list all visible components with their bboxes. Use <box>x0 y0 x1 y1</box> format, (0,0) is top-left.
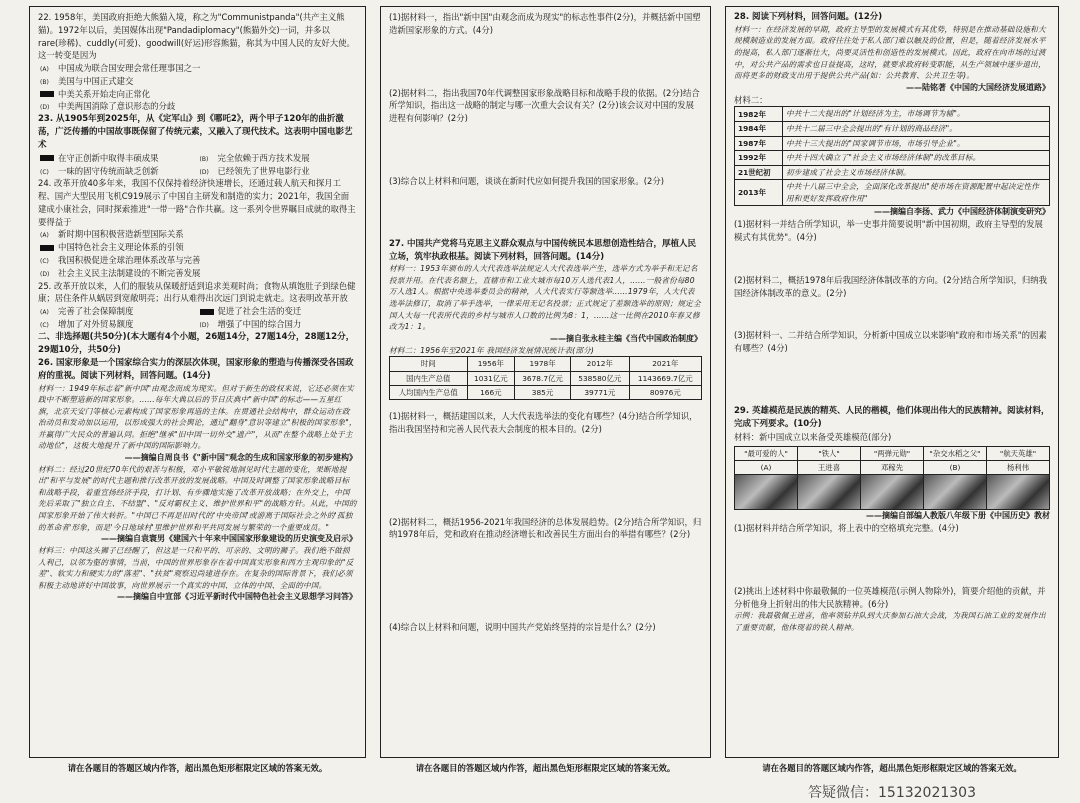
question-25: 25. 改革开放以来，人们的服装从保暖舒适到追求美观时尚；食物从填饱肚子到绿色健康；居住条件从蜗居到宽敞明亮；出行从难得出次远门到说走就走。这表明改革开放 <box>38 280 356 304</box>
material-1: 材料一：1953年颁布的人大代表选举法规定人大代表选举产生，选举方式为举手和无记名投票并用。在代表名额上，直辖市和工业大城市每10万人选代表1人，……一般省份每80万人选1人。根据中央选举委员会的精神，人大代表实行等额选举……1979年，人大代表选举法修订，取消了举手选举，一律采用无记名投票；正式规定了差额选举的原则；规定全国人大每一代表所代表的乡村与城市人口数的比例为8：1，……这一比例在2010年春又修改为1：1。 <box>389 264 701 332</box>
hero-cell: "杂交水稻之父" (B) <box>924 447 987 510</box>
q22-option-d: (D) 中美两国消除了意识形态的分歧 <box>40 101 176 112</box>
question-26-2: (2)据材料二，指出我国70年代调整国家形象战略目标和战略手段的依据。(2分)结合所学知识，指出这一战略的制定与哪一次重大会议有关？(2分)该会议对中国的发展进程有何影响？(2分) <box>389 87 700 124</box>
answer-area[interactable] <box>734 244 1050 274</box>
answer-column-2 <box>380 6 711 758</box>
question-24: 24. 改革开放40多年来，我国不仅保持着经济快速增长，还通过载人航天和探月工程、国产大型民用飞机C919展示了中国自主研发和制造的实力；2021年，我国全面建成小康社会，同时探索推进"一带一路"合作共赢。这一系列令世界瞩目成就的取得主要得益于 <box>38 178 356 227</box>
q22-option-b: (B) 美国与中国正式建交 <box>40 75 134 86</box>
material-2-source: ——摘编自袁寰男《建国六十年来中国国家形象建设的历史演变及启示》 <box>101 534 357 544</box>
footer-note: 请在各题目的答题区域内作答，超出黑色矩形框限定区域的答案无效。 <box>67 763 328 773</box>
material-2-source: ——摘编自李扬、武力《中国经济体制演变研究》 <box>874 207 1050 217</box>
material-1-source: ——摘自张永桂主编《当代中国政治制度》 <box>550 333 702 343</box>
question-29: 29. 英雄模范是民族的精英、人民的楷模，他们体现出伟大的民族精神。阅读材料，完成下列要求。(10分) <box>734 405 1050 429</box>
section-heading: 二、非选择题(共50分)(本大题有4个小题，26题14分，27题14分，28题12分，29题10分，共50分) <box>38 331 355 355</box>
q25-option-b: 促进了社会生活的变迁 <box>198 305 358 318</box>
material-1: 材料一：1949年标志着"新中国"由观念而成为现实。但对于新生的政权来说，它还必须在实践中不断塑造新的国家形象。……每年大典以后的节日庆典中"新中国"的标志——五星红旗，北京天安门等核心元素构成了国家形象再造的主体。在贯通社会结构中，群众运动在政治动员和发动加以运用，以形成强大的社会舆论，通过"翻身"意识等建立"积极的国家形象"，并赢得广大民众的普遍认同。拒绝"继承"旧中国一切外交"遗产"，从而"在整个战略上处于主动地位"，这极大地提升了新中国的国际影响力。 <box>38 383 357 451</box>
hero-cell: "铁人" 王进喜 <box>798 447 861 510</box>
q23-option-a: 在守正创新中取得丰硕成果 <box>38 152 198 165</box>
hero-cell: "两弹元勋" 邓稼先 <box>861 447 924 510</box>
table-title: 材料二：1956年至2021年 我国经济发展情况统计表(部分) <box>389 345 595 355</box>
answer-area[interactable] <box>734 355 1050 405</box>
q23-option-d: (D) 已经领先了世界电影行业 <box>199 165 310 176</box>
question-27-1: (1)据材料一，概括建国以来，人大代表选举法的变化有哪些？(4分)结合所学知识，指出我国坚持和完善人民代表大会制度的根本目的。(2分) <box>389 411 698 434</box>
material-2-title: 材料二： <box>734 94 768 105</box>
question-26: 26. 国家形象是一个国家综合实力的深层次体现，国家形象的塑造与传播深受各国政府的重视。阅读下列材料，回答问题。(14分) <box>38 357 354 381</box>
table-row: 1982年 中共十二大提出的"计划经济为主，市场调节为辅"。 <box>735 107 1050 122</box>
question-28: 28. 阅读下列材料，回答问题。(12分) <box>734 12 883 22</box>
table-row: 21世纪初 初步建成了社会主义市场经济体制。 <box>735 165 1050 180</box>
q25-option-a: (A) 完善了社会保障制度 <box>40 306 134 317</box>
material-3-source: ——摘编自中宣部《习近平新时代中国特色社会主义思想学习问答》 <box>117 592 357 602</box>
hero-table <box>734 446 1050 511</box>
hero-photo <box>924 475 986 509</box>
q25-option-d: (D) 增强了中国的综合国力 <box>199 318 302 329</box>
table-row: 1984年 中共十二届三中全会提出的"有计划的商品经济"。 <box>735 122 1050 137</box>
hero-photo <box>861 475 923 509</box>
question-29-2: (2)挑出上述材料中你最敬佩的一位英雄模范(示例人物除外)，简要介绍他的贡献，并分析他身上折射出的伟大民族精神。(6分) <box>734 585 1046 609</box>
table-row: 人均国内生产总值 166元 385元 39771元 80976元 <box>390 385 702 399</box>
question-27-2: (2)据材料二，概括1956-2021年我国经济的总体发展趋势。(2分)结合所学知识，归纳1978年后，党和政府在推动经济增长和改善民生方面出台的举措有哪些？(2分) <box>389 516 702 540</box>
reform-timeline-table <box>734 106 1050 206</box>
question-28-3: (3)据材料一、二并结合所学知识，分析新中国成立以来影响"政府和市场关系"的因素有哪些？(4分) <box>734 330 1047 354</box>
question-23: 23. 从1905年到2025年，从《定军山》到《哪吒2》，两个甲子120年的曲折激荡，广泛传播的中国故事既保留了传统元素，又融入了现代技术。这表明中国电影艺术 <box>38 114 353 150</box>
q25-option-c: (C) 增加了对外贸易额度 <box>40 318 134 329</box>
answer-area[interactable] <box>389 436 702 486</box>
economy-table <box>389 356 702 400</box>
q22-option-a: (A) 中国成为联合国安理会常任理事国之一 <box>40 63 201 74</box>
q24-option-c: (C) 我国积极促进全球治理体系改革与完善 <box>40 254 201 265</box>
material-1: 材料一：在经济发展的早期，政府主导型的发展模式有其优势，特别是在推动基础设施和大规模制造业的发展方面。政府往往处于私人部门难以触及的位置，但是，随着经济发展水平的提高，私人部门逐渐壮大，尚要灵活性和创造性的发展模式。因此，政府在向市场的过渡中，对公共产品的需求也日益提高，这时，就要求政府转变职能，从生产领域中逐步退出，而将更多的财政支出用于提供公共产品(如：公共教育、公共卫生等)。 <box>734 24 1046 81</box>
material-2: 材料二：经过20世纪70年代的艰苦与积极，邓小平敏锐地洞见时代主题的变化，果断地提出"和平与发展"的时代主题和推行改革开放的发展战略。中国及时调整了国家形象战略目标和战略手段，着重宣扬经济手段，打计划、有步骤地实施了改革开放战略；在外交上，中国先后采取了"独立自主、不结盟"、"反对霸权主义、维护世界和平"的战略方针。从此，中国的国家形象开始了伟大转折。"中国已不再是旧时代的'中央帝国'或游离于国际社会之外的'孤独的革命者'形象，而是'今日地球村'里维护世界和平共同发展与繁荣的一个重要成员。" <box>38 464 357 532</box>
question-27-3: (4)综合以上材料和问题，说明中国共产党始终坚持的宗旨是什么？(2分) <box>389 622 656 633</box>
filled-answer-mark <box>40 245 54 251</box>
answer-column-3 <box>725 6 1059 758</box>
answer-area[interactable] <box>389 37 702 87</box>
question-22: 22. 1958年，美国政府拒绝大熊猫入境，称之为"Communistpanda"(共产主义熊猫)。1972年以后，美国媒体出现"Pandadiplomacy"(熊猫外交)一词，并多以rare(珍稀)、cuddly(可爱)、goodwill(好运)形容熊猫，称其为中国人民的友好大使。这一转变是因为 <box>38 12 355 61</box>
material-1-source: ——摘编自周良书《"新中国"观念的生成和国家形象的初步建构》 <box>124 452 357 462</box>
material-1-source: ——陆铭著《中国的大国经济发展道路》 <box>906 82 1050 92</box>
answer-area[interactable] <box>389 125 702 175</box>
table-row: 1987年 中共十三大提出的"国家调节市场，市场引导企业"。 <box>735 136 1050 151</box>
question-29-material: 材料：新中国成立以来备受英雄模范(部分) <box>734 431 892 442</box>
hero-cell: "航天英雄" 杨利伟 <box>987 447 1049 510</box>
question-29-example: 示例：我最敬佩王进喜，他率领钻井队到大庆参加石油大会战，为我国石油工业的发展作出了重要贡献，他体现着的铁人精神。 <box>734 611 1046 633</box>
question-29-1: (1)据材料并结合所学知识，将上表中的空格填充完整。(4分) <box>734 523 959 534</box>
table-row: 1992年 中共十四大确立了"社会主义市场经济体制"的改革目标。 <box>735 151 1050 166</box>
hero-photo <box>798 475 860 509</box>
q23-option-b: (B) 完全依赖于西方技术发展 <box>199 152 310 163</box>
question-27: 27. 中国共产党将马克思主义群众观点与中国传统民本思想创造性结合，厚植人民立场，筑牢执政根基。阅读下列材料，回答问题。(14分) <box>389 238 697 262</box>
q23-option-c: (C) 一味的固守传统而缺乏创新 <box>40 165 159 176</box>
q24-option-b: 中国特色社会主义理论体系的引领 <box>38 241 357 254</box>
material-3: 材料三：中国这头狮子已经醒了，但这是一只和平的、可亲的、文明的狮子。我们绝不做损人利己，以邻为壑的事情，当前，中国的世界形象存在着中国真实形象和西方主观印象的"反差"、软实力和硬实力的"落差"、"扶贫"观察迟尚建进存在。在复杂的国际背景下，我们必须积极主动地讲好中国故事，向世界展示一个真实的中国、立体的中国、全面的中国。 <box>38 546 354 590</box>
answer-area[interactable] <box>389 188 702 238</box>
answer-area[interactable] <box>734 299 1050 329</box>
table-row: 国内生产总值 1031亿元 3678.7亿元 538580亿元 1143669.7亿元 <box>390 371 702 385</box>
q22-option-c: 中美关系开始走向正常化 <box>38 88 357 101</box>
question-28-2: (2)据材料二，概括1978年后我国经济体制改革的方向。(2分)结合所学知识，归纳我国经济体制改革的意义。(2分) <box>734 274 1048 298</box>
q24-option-d: (D) 社会主义民主法制建设的不断完善发展 <box>40 267 201 278</box>
answer-area[interactable] <box>734 535 1050 585</box>
answer-column-1 <box>29 6 366 758</box>
question-26-3: (3)综合以上材料和问题，谈谈在新时代应如何提升我国的国家形象。(2分) <box>389 175 664 186</box>
filled-answer-mark <box>40 155 54 161</box>
table-row: 2013年 中共十八届三中全会，全面深化改革提出"使市场在资源配置中起决定性作用和更好发挥政府作用" <box>735 180 1050 206</box>
table-header-row: 时间 1956年 1978年 2012年 2021年 <box>390 357 702 371</box>
hero-table-source: ——摘编自部编人教版八年级下册《中国历史》教材 <box>866 511 1050 521</box>
footer-note: 请在各题目的答题区域内作答，超出黑色矩形框限定区域的答案无效。 <box>415 763 676 773</box>
filled-answer-mark <box>200 309 214 315</box>
answer-area[interactable] <box>389 541 702 591</box>
q24-option-a: (A) 新时期中国积极营造新型国际关系 <box>40 229 184 240</box>
footer-note: 请在各题目的答题区域内作答，超出黑色矩形框限定区域的答案无效。 <box>762 763 1022 773</box>
question-26-1: (1)据材料一，指出"新中国"由观念而成为现实"的标志性事件(2分)，并概括新中国塑造新国家形象的方式。(4分) <box>389 12 701 35</box>
hero-photo <box>987 475 1049 509</box>
hero-photo <box>735 475 797 509</box>
hero-cell: "最可爱的人" (A) <box>735 447 798 510</box>
filled-answer-mark <box>40 91 54 97</box>
contact-watermark: 答疑微信：15132021303 <box>808 785 976 801</box>
question-28-1: (1)据材料一并结合所学知识，举一史事并简要说明"新中国初期，政府主导型的发展模式有其优势"。(4分) <box>734 219 1043 243</box>
